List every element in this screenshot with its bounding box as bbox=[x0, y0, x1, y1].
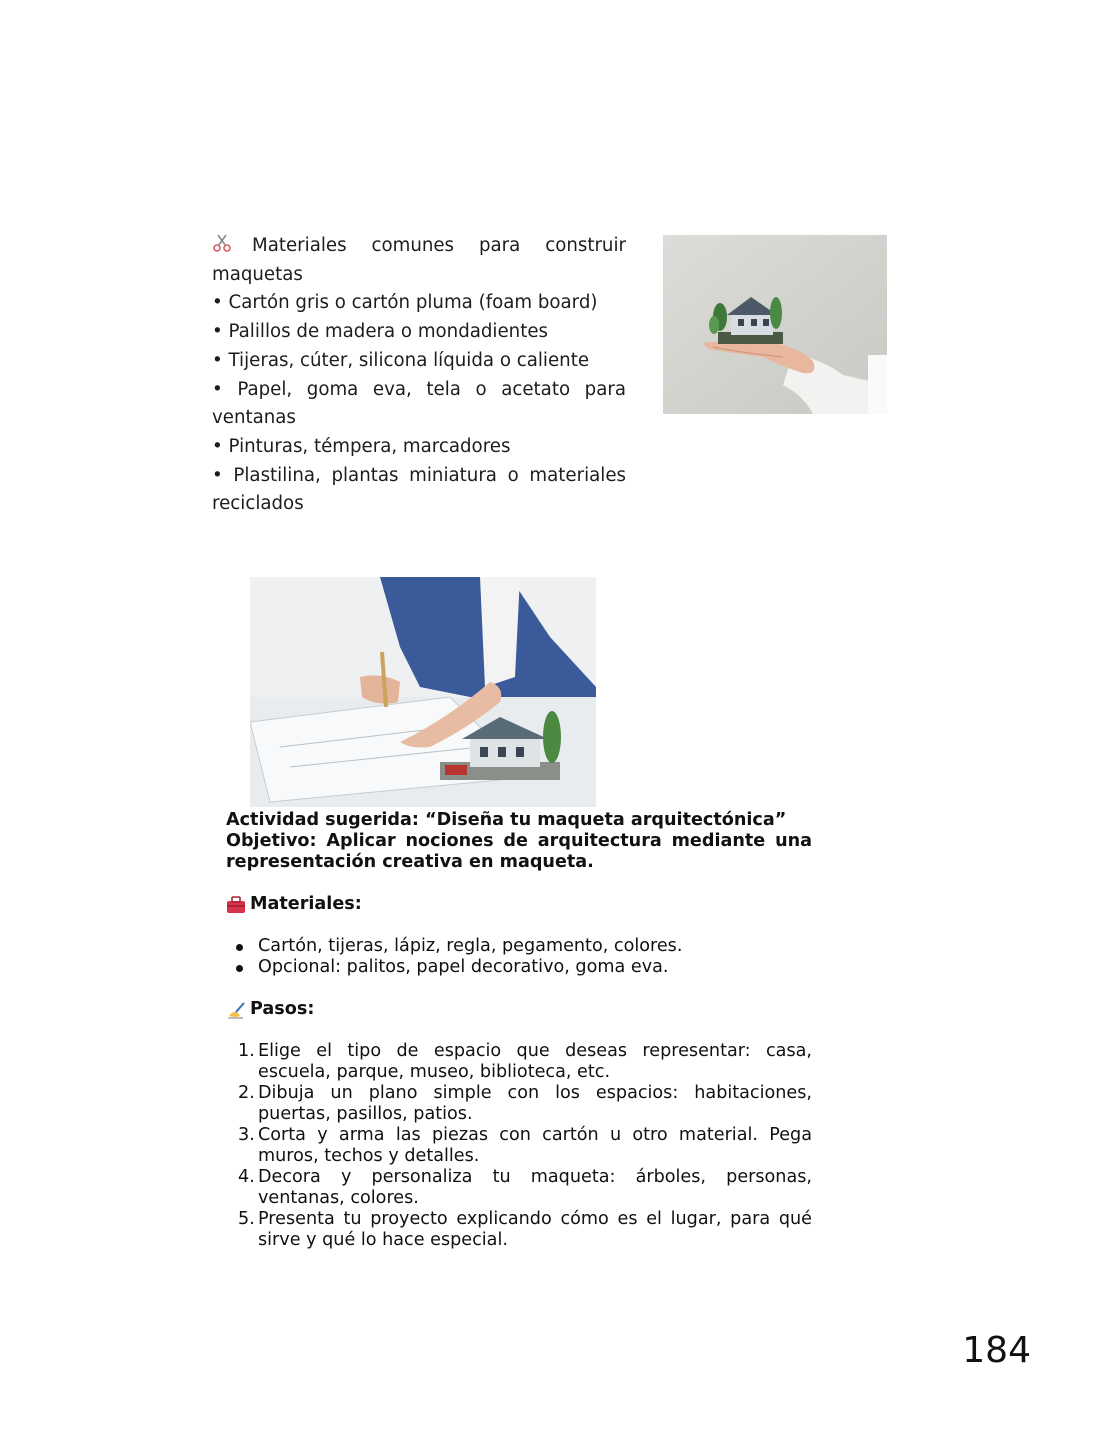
toolbox-icon bbox=[226, 895, 246, 915]
model-house-hand-photo bbox=[663, 235, 887, 414]
activity-steps-list bbox=[226, 1041, 812, 1251]
materials-section-heading: Materiales: bbox=[226, 894, 812, 915]
step-number: 5. bbox=[238, 1209, 255, 1229]
step-number: 2. bbox=[238, 1083, 255, 1103]
step-number: 3. bbox=[238, 1125, 255, 1145]
materials-item: • Tijeras, cúter, silicona líquida o caliente bbox=[212, 349, 590, 371]
step-item bbox=[226, 1209, 812, 1251]
page-number: 184 bbox=[962, 1330, 1031, 1371]
materials-item: • Cartón gris o cartón pluma (foam board) bbox=[212, 292, 598, 314]
activity-materials-list bbox=[226, 936, 812, 978]
materials-item: • Papel, goma eva, tela o acetato para ventanas bbox=[212, 378, 626, 429]
activity-objective: Objetivo: Aplicar nociones de arquitectura mediante una representación creativa en maqueta. bbox=[226, 831, 812, 872]
step-item bbox=[226, 1041, 812, 1083]
step-number: 1. bbox=[238, 1041, 255, 1061]
materials-list bbox=[212, 232, 626, 519]
step-text: Decora y personaliza tu maqueta: árboles, personas, ventanas, colores. bbox=[258, 1167, 812, 1208]
list-item: Cartón, tijeras, lápiz, regla, pegamento, colores. bbox=[226, 936, 812, 957]
scissors-icon bbox=[212, 233, 232, 253]
step-item bbox=[226, 1083, 812, 1125]
activity-section bbox=[226, 810, 812, 1251]
step-text: Corta y arma las piezas con cartón u otro material. Pega muros, techos y detalles. bbox=[258, 1125, 812, 1166]
step-number: 4. bbox=[238, 1167, 255, 1187]
step-text: Presenta tu proyecto explicando cómo es el lugar, para qué sirve y qué lo hace especial. bbox=[258, 1209, 812, 1250]
writing-hand-icon bbox=[226, 1000, 246, 1020]
step-item bbox=[226, 1125, 812, 1167]
step-item bbox=[226, 1167, 812, 1209]
materials-heading: Materiales comunes para construir maquetas bbox=[212, 235, 626, 285]
materials-item: • Pinturas, témpera, marcadores bbox=[212, 435, 511, 457]
materials-item: • Palillos de madera o mondadientes bbox=[212, 321, 548, 343]
architect-desk-photo bbox=[250, 577, 596, 807]
step-text: Dibuja un plano simple con los espacios: habitaciones, puertas, pasillos, patios. bbox=[258, 1083, 812, 1124]
step-text: Elige el tipo de espacio que deseas representar: casa, escuela, parque, museo, biblioteca, etc. bbox=[258, 1041, 812, 1082]
list-item: Opcional: palitos, papel decorativo, goma eva. bbox=[226, 957, 812, 978]
activity-title: Actividad sugerida: “Diseña tu maqueta arquitectónica” bbox=[226, 810, 787, 830]
steps-section-heading: Pasos: bbox=[226, 999, 812, 1020]
materials-item: • Plastilina, plantas miniatura o materiales reciclados bbox=[212, 464, 626, 515]
